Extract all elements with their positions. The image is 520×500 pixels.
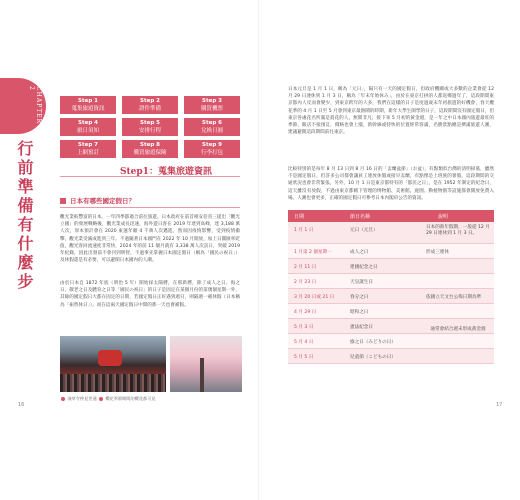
table-row	[288, 244, 494, 259]
step-label: 行李打包	[200, 150, 223, 156]
holiday-date: 1 月第 2 個星期一	[294, 250, 332, 255]
table-row	[288, 222, 494, 244]
step-label: 購買旅遊保險	[133, 150, 167, 156]
step-box	[122, 118, 178, 136]
cherry-blossom-photo	[170, 336, 242, 392]
step-label: 兌換日圓	[200, 128, 223, 134]
step-box	[60, 140, 116, 158]
step-number: Step 3	[202, 98, 222, 104]
holiday-name: 綠之日（みどりの日）	[350, 340, 396, 345]
step-label: 旅日須知	[76, 128, 99, 134]
body-paragraph: 由於日本自 1872 年底（明治 5 年）開始採太陽曆，在那新曆，除了成人之日、海之日、敬老之日及體育之日等「國民の祝日」的日子是固定在某個月份的第幾個星期一外，其餘的國定假日大都在固定的日期，若國定假日正好遇到週日，則隔週一補休假（日本稱為「振替休日」）。而在這兩天國定假日中間的那一天也會補假。	[60, 281, 240, 308]
page-number: 16	[18, 402, 25, 408]
section-heading-text: 日本有哪些國定假日？	[70, 197, 135, 205]
holiday-date: 3 月 20 日或 21 日	[294, 295, 335, 300]
step-label: 安排行程	[138, 128, 161, 134]
body-paragraph: 比較特別的是每年 8 月 13 日到 8 月 16 日的「盂蘭盆節」（お盆），有點類似台灣的清明掃墓，雖然不是國定假日，但許多公司都會讓員工連放休假或接早盂蘭，有點像是上班族的暑假，這段期間的交通狀況也會非常緊張。另外，10 月 1 日是東京都特有的「都民之日」，是在 1952 年制定的紀念日，這天雖沒有放假，不過由東京都轄下管理的博物館、美術館、庭園、動植物園等設施都會開放免費入場。人潮也會更多，正確的國定假日可參考日本內閣府公告的資訊。	[288, 167, 494, 201]
holiday-date: 5 月 4 日	[294, 340, 314, 345]
table-header	[288, 210, 494, 222]
steps-grid	[60, 96, 240, 160]
step-box	[122, 140, 178, 158]
step-label: 購買機票	[200, 106, 223, 112]
table-row	[288, 334, 494, 349]
temple-street-photo	[60, 336, 166, 392]
step-box	[60, 118, 116, 136]
holiday-note: 形成三連休	[426, 250, 449, 255]
holiday-date: 2 月 23 日	[294, 280, 317, 285]
step-box	[184, 96, 240, 114]
step-number: Step 4	[78, 120, 98, 126]
step-number: Step 1	[78, 98, 98, 104]
step-number: Step 6	[202, 120, 222, 126]
step-box	[122, 96, 178, 114]
caption-right: 櫻花季節期間的櫻花都可見	[105, 396, 156, 401]
step-label: 上網預訂	[76, 150, 99, 156]
holiday-date: 4 月 29 日	[294, 310, 317, 315]
table-row	[288, 259, 494, 274]
merged-note: 通常會結合週末形成黃金週	[430, 327, 486, 332]
table-row	[288, 289, 494, 304]
step-number: Step 7	[78, 142, 98, 148]
holiday-name: 建國紀念之日	[350, 265, 378, 270]
page-number: 17	[496, 402, 503, 408]
heading-rule	[60, 207, 240, 208]
table-row	[288, 304, 494, 319]
section-heading	[60, 196, 240, 208]
step-number: Step 8	[140, 142, 160, 148]
holiday-name: 春分之日	[350, 295, 369, 300]
holiday-name: 成人之日	[350, 250, 369, 255]
holiday-name: 兒童節（こどもの日）	[350, 355, 396, 360]
table-row	[288, 349, 494, 364]
caption-bullet-icon	[99, 397, 103, 401]
column-header: 日期	[294, 214, 305, 220]
step-number: Step 2	[140, 98, 160, 104]
step-box	[184, 140, 240, 158]
page-title: 行前準備有什麼步	[15, 140, 34, 292]
tree-trunk	[200, 358, 204, 392]
step-box	[184, 118, 240, 136]
photo-caption	[60, 396, 242, 404]
holiday-name: 元日（元旦）	[350, 228, 378, 233]
table-row	[288, 274, 494, 289]
step-number: Step 5	[140, 120, 160, 126]
caption-bullet-icon	[61, 397, 65, 401]
step-number: Step 9	[202, 142, 222, 148]
square-bullet-icon	[60, 198, 66, 204]
holiday-name: 天皇誕生日	[350, 280, 373, 285]
holiday-table	[288, 210, 494, 394]
holiday-name: 昭和之日	[350, 310, 369, 315]
crowd	[60, 374, 166, 392]
step-label: 證件準備	[138, 106, 161, 112]
step-box	[60, 96, 116, 114]
body-paragraph: 觀光業較豐富的日本，一年四季都適合前往旅遊。日本政府在前首相安倍晉三提出「觀光立國」的發展戰略後，觀光業成長迅速，海外遊日客在 2019 年達到高峰，達 3,188 萬人次，原本預計會在 2020 東運年順 4 千萬人次邁進，然而因疫情影響，受到疫情衝擊，觀光業受滅成進到三年。不過隨著日本國門在 2022 年 10 月開放，加上日圓匯率貶值，觀光客回流速度非常快，2024 年的前 11 個月就有 3,338 萬人次訪日，突破 2019 年紀錄，因此出發前不會刊到明智，不過事先掌握日本國定假日（稱為「國民の祝日」）及休假還是有必要，可以避開日本國內的人潮。	[60, 215, 240, 264]
body-paragraph: 日本元旦是 1 月 1 日，稱為「元日」，隔只有一天的國定假日，但政府機關或大多數的企業會從 12 月 29 日連休到 1 月 3 日，稱為「年末年始休み」，由於在東京打拼的人都返鄉過年了，這段期間東京都內人反而會變少，到東京跨年的人多，我們在這樣的日子是度過歲末年初旅遊的好機會，春天櫻花季的 4 月 1 日至 5 月會到東京最熱鬧的時期，新年大學生開學的日子，這段期間沒有國定假日，但東京各處花名所滿是賞花的人，無閑非凡；接下來 5 月初的黃金週，是一年之中日本國內旅遊最旺的季節，飯店不接預訂，價格也會上漲，新幹線或特快的位置經常客滿，名勝景點總是擠滿旅遊人潮，建議避開這段期間前往東京。	[288, 87, 494, 136]
step-banner-title: Step1：蒐集旅遊資訊	[120, 167, 212, 177]
holiday-date: 5 月 5 日	[294, 355, 314, 360]
chapter-tab	[0, 78, 46, 134]
chapter-label: CHAPTER 2	[28, 86, 42, 125]
column-header: 節日名稱	[350, 214, 371, 220]
holiday-date: 2 月 11 日	[294, 265, 317, 270]
holiday-date: 5 月 3 日	[294, 325, 314, 330]
holiday-note: 依國立天文台公佈日期為準	[426, 295, 482, 300]
holiday-date: 1 月 1 日	[294, 228, 314, 233]
caption-left: 淺草寺仲見世通	[67, 396, 97, 401]
red-lantern	[98, 350, 122, 366]
step-banner	[60, 164, 240, 180]
column-header: 說明	[438, 214, 449, 220]
holiday-name: 憲法紀念日	[350, 325, 373, 330]
holiday-note: 日本的新年假期，一般從 12 月 29 日連休到 1 月 3 日。	[426, 225, 490, 236]
step-label: 蒐集旅遊資訊	[71, 106, 105, 112]
